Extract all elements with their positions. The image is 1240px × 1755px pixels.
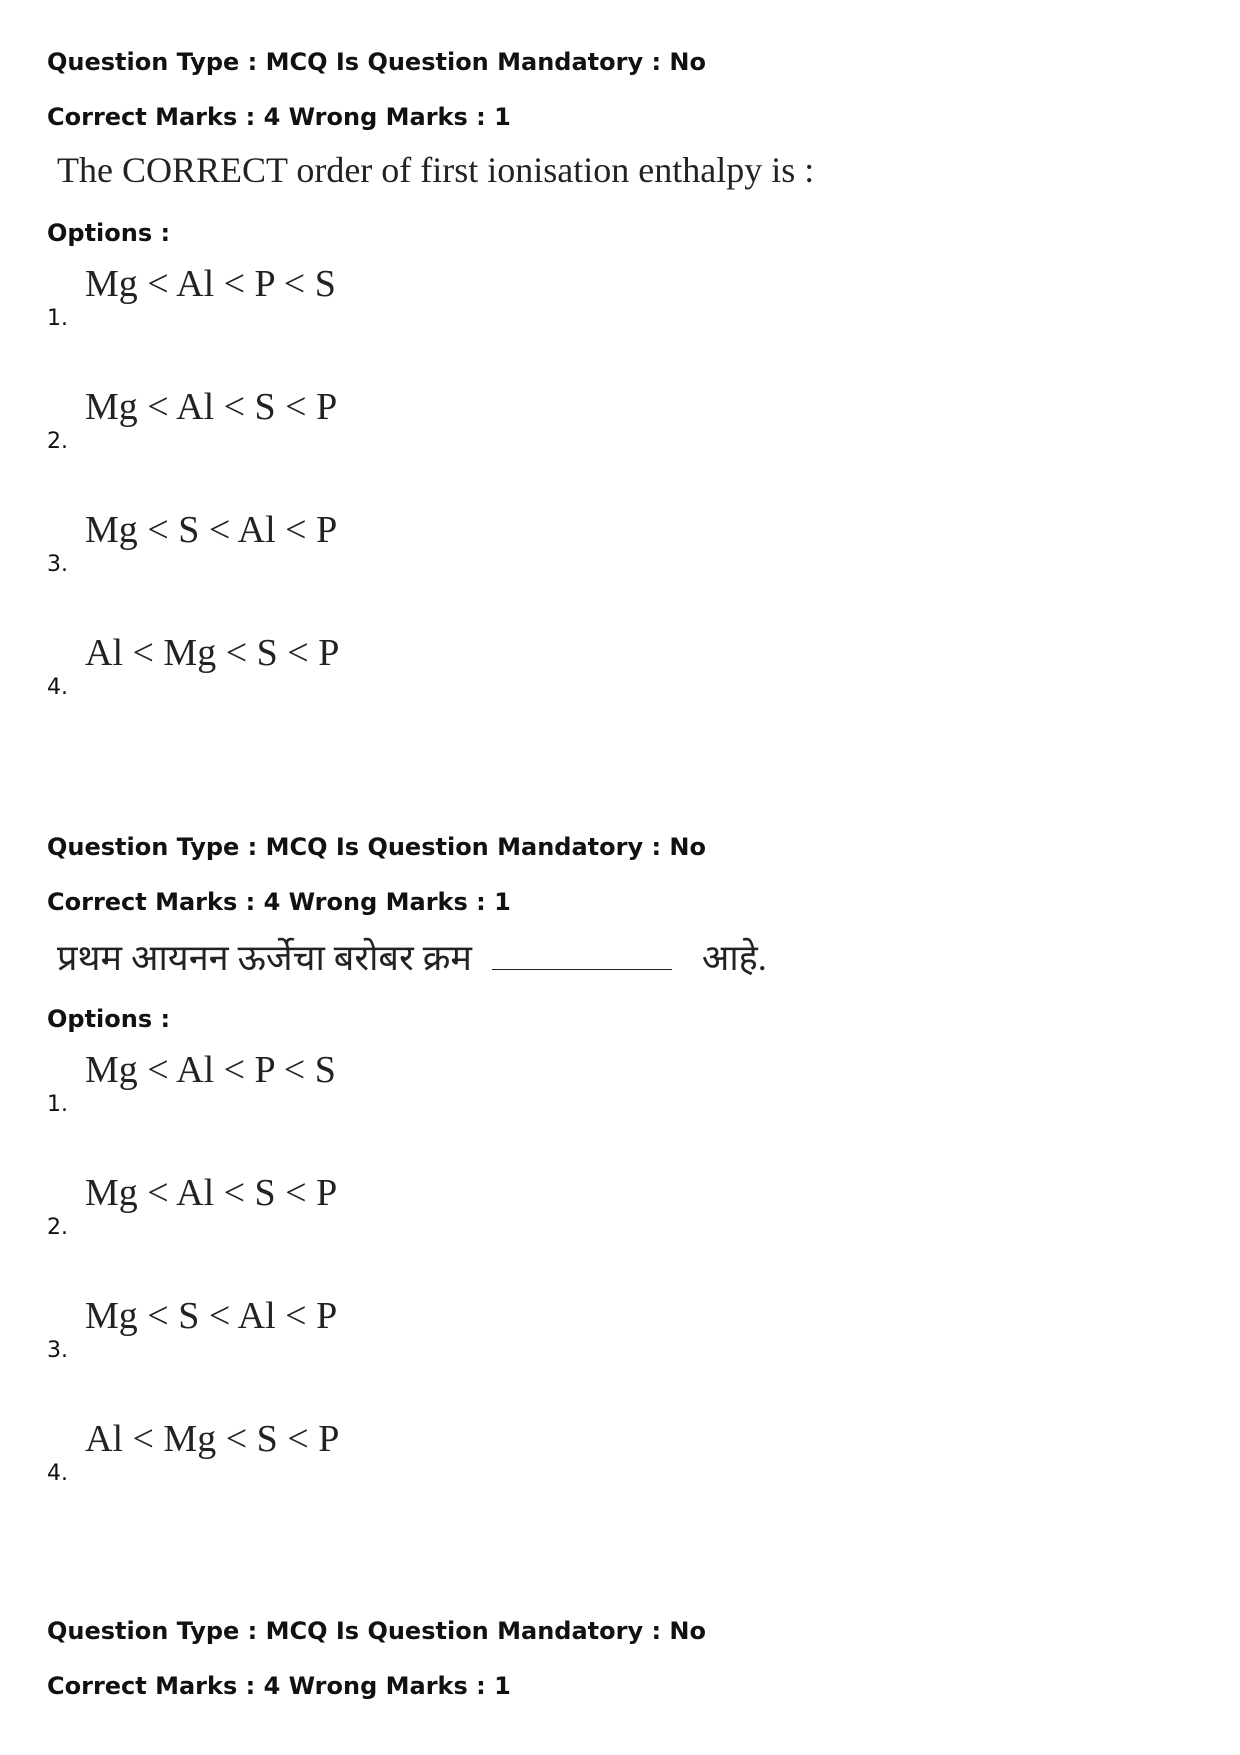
- option-number: 1.: [47, 1092, 68, 1117]
- question-text-main: प्रथम आयनन ऊर्जेचा बरोबर क्रम: [57, 938, 472, 978]
- option-expression: Mg < Al < P < S: [85, 263, 336, 305]
- option-expression: Mg < Al < P < S: [85, 1049, 336, 1091]
- option-expression: Mg < Al < S < P: [85, 1172, 338, 1214]
- option-number: 3.: [47, 1338, 68, 1363]
- option-number: 4.: [47, 675, 68, 700]
- option-1[interactable]: [47, 1048, 647, 1118]
- marks-line: Correct Marks : 4 Wrong Marks : 1: [47, 103, 511, 131]
- question-text-tail: आहे.: [701, 938, 767, 978]
- option-expression: Mg < S < Al < P: [85, 1295, 338, 1337]
- option-3[interactable]: [47, 508, 647, 578]
- option-4[interactable]: [47, 631, 647, 701]
- question-text: [57, 148, 814, 192]
- options-label: Options :: [47, 1005, 171, 1033]
- question-type-line: Question Type : MCQ Is Question Mandatory : No: [47, 1617, 706, 1645]
- marks-line: Correct Marks : 4 Wrong Marks : 1: [47, 888, 511, 916]
- option-2[interactable]: [47, 385, 647, 455]
- question-type-line: Question Type : MCQ Is Question Mandatory : No: [47, 48, 706, 76]
- options-label: Options :: [47, 219, 171, 247]
- option-number: 1.: [47, 306, 68, 331]
- option-number: 2.: [47, 1215, 68, 1240]
- option-expression: Al < Mg < S < P: [85, 632, 340, 674]
- marks-line: Correct Marks : 4 Wrong Marks : 1: [47, 1672, 511, 1700]
- option-expression: Mg < Al < S < P: [85, 386, 338, 428]
- option-expression: Al < Mg < S < P: [85, 1418, 340, 1460]
- answer-blank: [492, 968, 672, 970]
- question-text: [57, 936, 767, 980]
- option-number: 3.: [47, 552, 68, 577]
- option-number: 4.: [47, 1461, 68, 1486]
- option-1[interactable]: [47, 262, 647, 332]
- option-number: 2.: [47, 429, 68, 454]
- question-text-main: The CORRECT order of first ionisation enthalpy is :: [57, 150, 815, 190]
- option-4[interactable]: [47, 1417, 647, 1487]
- option-expression: Mg < S < Al < P: [85, 509, 338, 551]
- question-type-line: Question Type : MCQ Is Question Mandatory : No: [47, 833, 706, 861]
- option-2[interactable]: [47, 1171, 647, 1241]
- option-3[interactable]: [47, 1294, 647, 1364]
